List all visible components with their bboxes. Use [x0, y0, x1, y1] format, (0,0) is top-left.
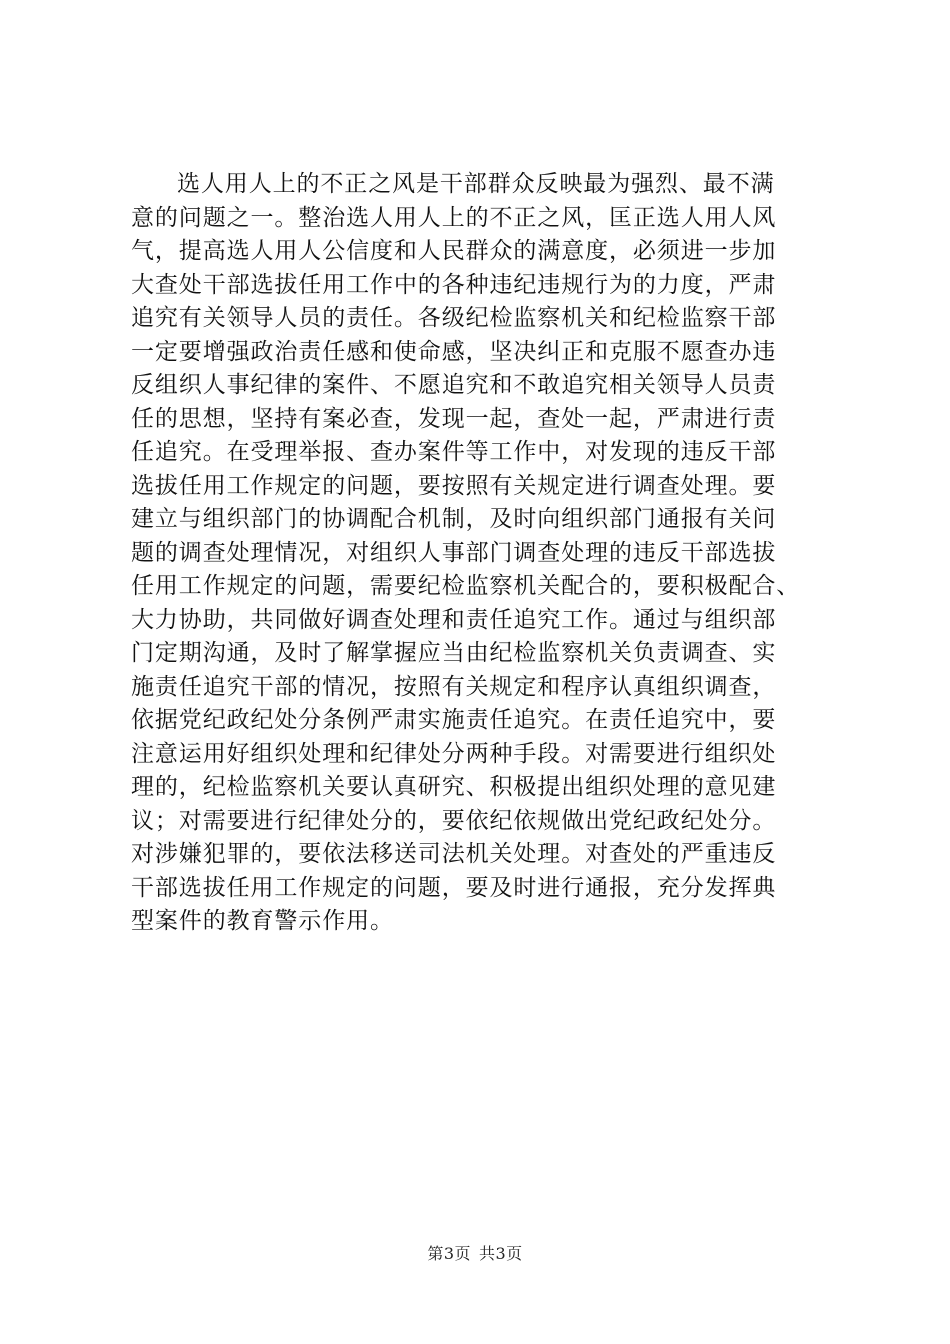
- paragraph-line: 对涉嫌犯罪的，要依法移送司法机关处理。对查处的严重违反: [131, 841, 777, 867]
- page-number-total: 共3页: [479, 1244, 523, 1263]
- page-number-current: 第3页: [427, 1244, 471, 1263]
- paragraph-line: 追究有关领导人员的责任。各级纪检监察机关和纪检监察干部: [131, 305, 777, 331]
- paragraph-line: 题的调查处理情况，对组织人事部门调查处理的违反干部选拔: [131, 539, 777, 566]
- paragraph-line: 选拔任用工作规定的问题，要按照有关规定进行调查处理。要: [131, 472, 777, 499]
- paragraph-line: 议；对需要进行纪律处分的，要依纪依规做出党纪政纪处分。: [131, 807, 777, 834]
- paragraph-line: 任追究。在受理举报、查办案件等工作中，对发现的违反干部: [131, 439, 777, 465]
- paragraph-line: 型案件的教育警示作用。: [131, 908, 394, 934]
- page-footer: [0, 1243, 950, 1265]
- body-paragraph: [131, 168, 837, 939]
- paragraph-line: 大查处干部选拔任用工作中的各种违纪违规行为的力度，严肃: [131, 271, 777, 298]
- paragraph-line: 一定要增强政治责任感和使命感，坚决纠正和克服不愿查办违: [131, 338, 777, 365]
- paragraph-line: 依据党纪政纪处分条例严肃实施责任追究。在责任追究中，要: [131, 707, 777, 733]
- paragraph-line: 任用工作规定的问题，需要纪检监察机关配合的，要积极配合、: [131, 573, 801, 599]
- paragraph-line: 门定期沟通，及时了解掌握应当由纪检监察机关负责调查、实: [131, 640, 777, 666]
- paragraph-line: 反组织人事纪律的案件、不愿追究和不敢追究相关领导人员责: [131, 372, 777, 398]
- paragraph-line: 气，提高选人用人公信度和人民群众的满意度，必须进一步加: [131, 238, 777, 264]
- paragraph-line: 施责任追究干部的情况，按照有关规定和程序认真组织调查，: [131, 673, 777, 700]
- paragraph-line: 注意运用好组织处理和纪律处分两种手段。对需要进行组织处: [131, 740, 777, 767]
- paragraph-line: 大力协助，共同做好调查处理和责任追究工作。通过与组织部: [131, 606, 777, 633]
- paragraph-line: 选人用人上的不正之风是干部群众反映最为强烈、最不满: [177, 171, 775, 197]
- paragraph-line: 理的，纪检监察机关要认真研究、积极提出组织处理的意见建: [131, 774, 777, 800]
- paragraph-line: 干部选拔任用工作规定的问题，要及时进行通报，充分发挥典: [131, 874, 777, 901]
- paragraph-line: 意的问题之一。整治选人用人上的不正之风，匡正选人用人风: [131, 204, 777, 231]
- paragraph-line: 任的思想，坚持有案必查，发现一起，查处一起，严肃进行责: [131, 405, 777, 432]
- paragraph-line: 建立与组织部门的协调配合机制，及时向组织部门通报有关问: [131, 506, 777, 532]
